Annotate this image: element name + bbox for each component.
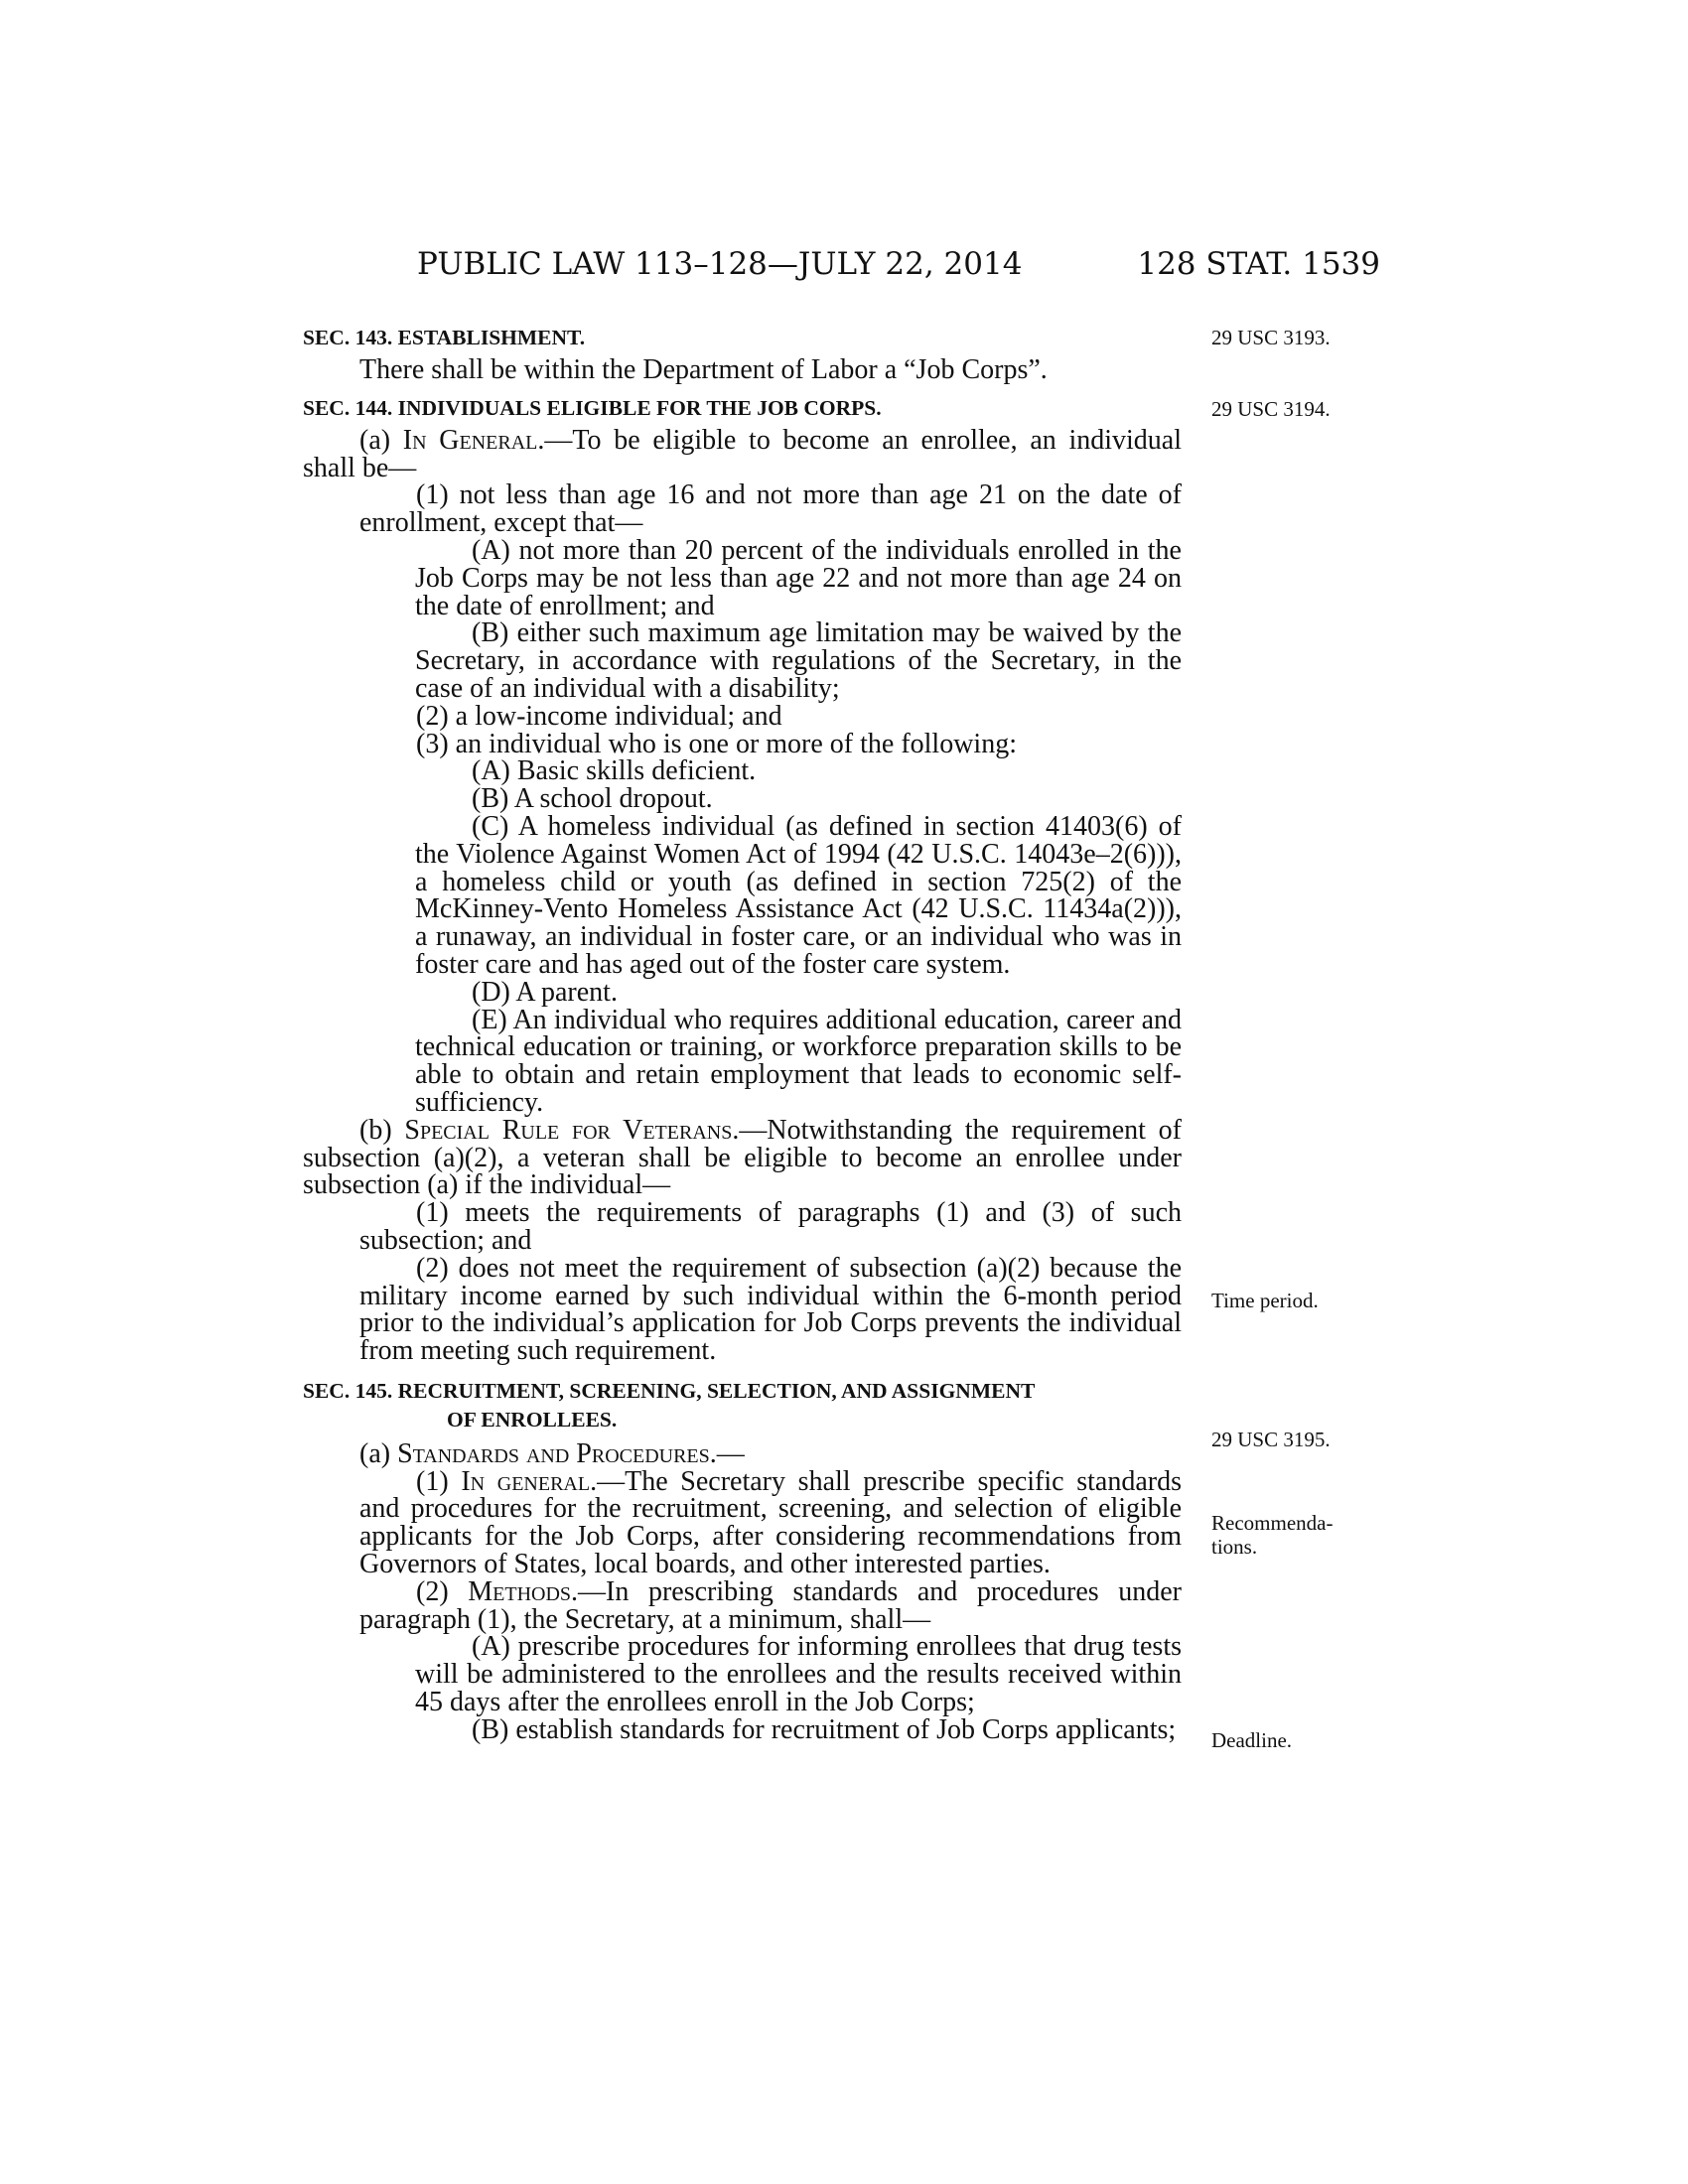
sec144-heading: SEC. 144. INDIVIDUALS ELIGIBLE FOR THE JOB CORPS. xyxy=(303,395,882,420)
margin-note-recommendations-1: Recommenda- xyxy=(1211,1511,1334,1535)
sec144-b-title: Special Rule for Veterans xyxy=(404,1114,733,1146)
sec144-a-text: .—To be eligible to become an enrollee, an individual shall be— xyxy=(303,424,1182,483)
sec143-heading: SEC. 143. ESTABLISHMENT. xyxy=(303,326,586,349)
sec144-a1: (1) not less than age 16 and not more than age 21 on the date of enrollment, except that— xyxy=(359,479,1182,539)
sec145-a-label: (a) xyxy=(359,1437,398,1469)
header-law-title: PUBLIC LAW 113–128—JULY 22, 2014 xyxy=(417,246,1023,282)
sec144-a3E: (E) An individual who requires additional education, career and technical education or training, or workforce preparation skills to be able to obtain and retain employment that leads to economic self-sufficiency. xyxy=(415,1004,1182,1118)
sec145-a-text: .— xyxy=(709,1437,745,1469)
margin-note-sec145: 29 USC 3195. xyxy=(1211,1428,1331,1451)
sec145-a2-label: (2) xyxy=(416,1575,469,1607)
sec145-a2-text: .—In prescribing standards and procedures under paragraph (1), the Secretary, at a minimum, shall— xyxy=(359,1575,1182,1635)
sec144-a2: (2) a low-income individual; and xyxy=(416,700,782,732)
sec144-b-text: .—Notwithstanding the requirement of subsection (a)(2), a veteran shall be eligible to become an enrollee under subsection (a) if the individual— xyxy=(303,1114,1183,1201)
sec145-a1 xyxy=(303,1465,1182,1580)
sec145-a2B: (B) establish standards for recruitment of Job Corps applicants; xyxy=(472,1713,1177,1745)
sec144-a3B: (B) A school dropout. xyxy=(472,783,713,815)
sec145-a1-text: .—The Secretary shall prescribe specific standards and procedures for the recruitment, screening, and selection of eligible applicants for the Job Corps, after considering recommendations from Governors of States, local boards, and other interested parties. xyxy=(359,1465,1182,1580)
sec145-a1-label: (1) xyxy=(416,1465,462,1497)
sec145-a-title: Standards and Procedures xyxy=(397,1437,710,1469)
header-stat-page: 128 STAT. 1539 xyxy=(1137,246,1380,282)
sec144-a3A: (A) Basic skills deficient. xyxy=(472,755,757,787)
page-header xyxy=(417,246,1380,296)
sec145-a2 xyxy=(303,1575,1182,1635)
margin-note-time-period: Time period. xyxy=(1211,1289,1319,1312)
body-text xyxy=(303,318,1182,1744)
sec144-b2: (2) does not meet the requirement of subsection (a)(2) because the military income earned by such individual within the 6-month period prior to the individual’s application for Job Corps prevents the individual from meeting such requirement. xyxy=(359,1252,1182,1367)
margin-note-recommendations-2: tions. xyxy=(1211,1535,1258,1559)
margin-note-sec143: 29 USC 3193. xyxy=(1211,326,1331,349)
sec145-heading: SEC. 145. RECRUITMENT, SCREENING, SELECTION, AND ASSIGNMENT xyxy=(303,1378,1036,1403)
sec145-a1-title: In general xyxy=(461,1465,591,1497)
sec144-b1: (1) meets the requirements of paragraphs (1) and (3) of such subsection; and xyxy=(359,1197,1182,1256)
sec144-a xyxy=(303,424,1182,483)
sec144-b xyxy=(303,1114,1183,1201)
sec144-a-label: (a) xyxy=(359,424,403,456)
sec144-a-title: In General xyxy=(402,424,538,456)
sec145-a2-title: Methods xyxy=(468,1575,572,1607)
sec144-b-label: (b) xyxy=(359,1114,405,1146)
sec144-a3: (3) an individual who is one or more of the following: xyxy=(416,728,1017,759)
sec143-text: There shall be within the Department of Labor a “Job Corps”. xyxy=(359,354,1048,385)
sec145-a xyxy=(303,1437,1182,1469)
sec145-heading-cont: OF ENROLLEES. xyxy=(447,1407,618,1432)
margin-note-deadline: Deadline. xyxy=(1211,1728,1293,1752)
margin-note-sec144: 29 USC 3194. xyxy=(1211,397,1331,421)
sec144-a1B: (B) either such maximum age limitation may be waived by the Secretary, in accordance with regulations of the Secretary, in the case of an individual with a disability; xyxy=(415,617,1182,704)
sec145-a2A: (A) prescribe procedures for informing enrollees that drug tests will be administered to the enrollees and the results received within 45 days after the enrollees enroll in the Job Corps; xyxy=(415,1631,1182,1718)
sec144-a3D: (D) A parent. xyxy=(472,976,618,1008)
sec144-a3C: (C) A homeless individual (as defined in section 41403(6) of the Violence Against Women Act of 1994 (42 U.S.C. 14043e–2(6))), a homeless child or youth (as defined in section 725(2) of the McKinney-Vento Homeless Assistance Act (42 U.S.C. 11434a(2))), a runaway, an individual in foster care, or an individual who was in foster care and has aged out of the foster care system. xyxy=(415,810,1182,980)
sec144-a1A: (A) not more than 20 percent of the individuals enrolled in the Job Corps may be not less than age 22 and not more than age 24 on the date of enrollment; and xyxy=(415,534,1182,621)
